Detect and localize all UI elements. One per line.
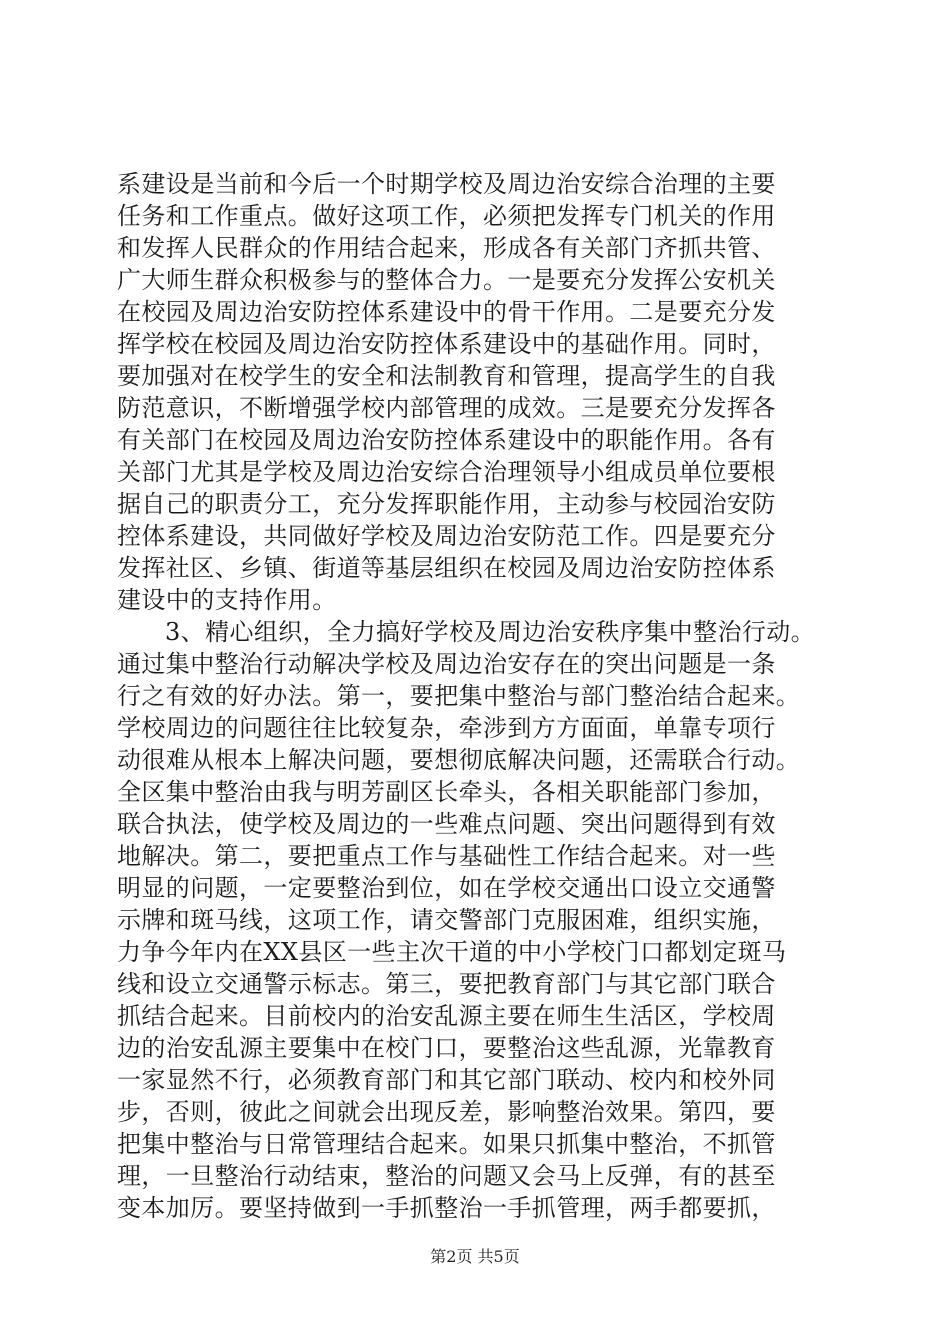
text-line: 地解决。第二，要把重点工作与基础性工作结合起来。对一些 xyxy=(117,842,776,870)
text-line: 示牌和斑马线，这项工作，请交警部门克服困难，组织实施， xyxy=(117,906,776,934)
text-line: 关部门尤其是学校及周边治安综合治理领导小组成员单位要根 xyxy=(117,458,776,486)
text-line: 把集中整治与日常管理结合起来。如果只抓集中整治，不抓管 xyxy=(117,1130,776,1158)
text-line: 有关部门在校园及周边治安防控体系建设中的职能作用。各有 xyxy=(117,426,776,454)
text-line: 和发挥人民群众的作用结合起来，形成各有关部门齐抓共管、 xyxy=(117,234,776,262)
text-line: 发挥社区、乡镇、街道等基层组织在校园及周边治安防控体系 xyxy=(117,554,776,582)
text-line: 通过集中整治行动解决学校及周边治安存在的突出问题是一条 xyxy=(117,650,776,678)
text-line: 广大师生群众积极参与的整体合力。一是要充分发挥公安机关 xyxy=(117,266,776,294)
text-line: 防范意识，不断增强学校内部管理的成效。三是要充分发挥各 xyxy=(117,394,776,422)
text-line: 一家显然不行，必须教育部门和其它部门联动、校内和校外同 xyxy=(117,1066,776,1094)
text-line: 动很难从根本上解决问题，要想彻底解决问题，还需联合行动。 xyxy=(117,746,801,774)
text-line: 联合执法，使学校及周边的一些难点问题、突出问题得到有效 xyxy=(117,810,776,838)
text-line: 全区集中整治由我与明芳副区长牵头，各相关职能部门参加， xyxy=(117,778,776,806)
text-line: 边的治安乱源主要集中在校门口，要整治这些乱源，光靠教育 xyxy=(117,1034,776,1062)
text-line: 变本加厉。要坚持做到一手抓整治一手抓管理，两手都要抓， xyxy=(117,1194,776,1222)
text-line: 理，一旦整治行动结束，整治的问题又会马上反弹，有的甚至 xyxy=(117,1162,776,1190)
document-body xyxy=(117,168,857,1224)
text-line: 明显的问题，一定要整治到位，如在学校交通出口设立交通警 xyxy=(117,874,776,902)
text-line: 要加强对在校学生的安全和法制教育和管理，提高学生的自我 xyxy=(117,362,776,390)
text-line: 线和设立交通警示标志。第三，要把教育部门与其它部门联合 xyxy=(117,970,776,998)
text-line: 学校周边的问题往往比较复杂，牵涉到方方面面，单靠专项行 xyxy=(117,714,776,742)
text-line: 据自己的职责分工，充分发挥职能作用，主动参与校园治安防 xyxy=(117,490,776,518)
text-line: 行之有效的好办法。第一，要把集中整治与部门整治结合起来。 xyxy=(117,682,801,710)
text-line: 控体系建设，共同做好学校及周边治安防范工作。四是要充分 xyxy=(117,522,776,550)
page-number-label: 第2页 共5页 xyxy=(430,1247,520,1266)
text-line: 步，否则，彼此之间就会出现反差，影响整治效果。第四，要 xyxy=(117,1098,776,1126)
paragraph-heading-line: 3、精心组织，全力搞好学校及周边治安秩序集中整治行动。 xyxy=(165,618,816,646)
text-line: 建设中的支持作用。 xyxy=(117,586,337,614)
page-footer xyxy=(0,1244,950,1267)
text-line: 在校园及周边治安防控体系建设中的骨干作用。二是要充分发 xyxy=(117,298,776,326)
text-line: 任务和工作重点。做好这项工作，必须把发挥专门机关的作用 xyxy=(117,202,776,230)
text-line: 抓结合起来。目前校内的治安乱源主要在师生生活区，学校周 xyxy=(117,1002,776,1030)
text-line: 系建设是当前和今后一个时期学校及周边治安综合治理的主要 xyxy=(117,170,776,198)
text-line: 挥学校在校园及周边治安防控体系建设中的基础作用。同时， xyxy=(117,330,776,358)
text-line: 力争今年内在XX县区一些主次干道的中小学校门口都划定斑马 xyxy=(117,938,787,966)
